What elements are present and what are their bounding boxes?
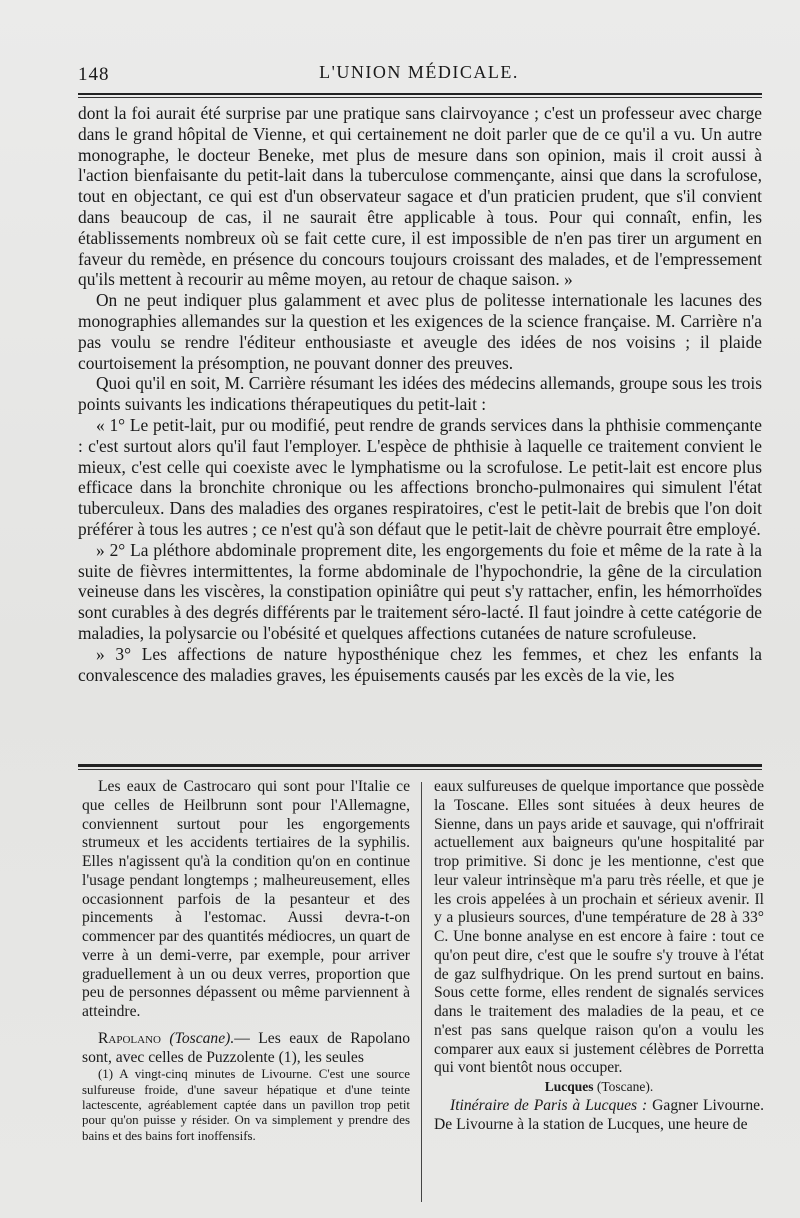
place-name: Rapolano bbox=[98, 1029, 161, 1047]
section-separator-rule bbox=[78, 764, 762, 770]
footnote: (1) A vingt-cinq minutes de Livourne. C'est une source sulfureuse froide, d'une saveur hépatique et d'une teinte lactescente, agréablement captée dans un pavillon trop petit pour qu'on puisse y résider. On va simplement y prendre des bains et des bains fort inoffensifs. bbox=[82, 1067, 410, 1143]
column-divider bbox=[421, 782, 422, 1202]
section-title: Lucques bbox=[544, 1079, 594, 1094]
paragraph: » 3° Les affections de nature hyposthénique chez les femmes, et chez les enfants la convalescence des maladies graves, les épuisements causés par les excès de la vie, les bbox=[78, 643, 762, 685]
itinerary-text: Gagner Livourne. De Livourne à la station de Lucques, une heure de bbox=[434, 1096, 764, 1133]
paragraph: « 1° Le petit-lait, pur ou modifié, peut rendre de grands services dans la phthisie commençante : c'est surtout alors qu'il faut l'employer. L'espèce de phthisie à laquelle ce traitement convient le mieux, c'est celle qui coexiste avec le lymphatisme ou la scrofulose. Le petit-lait est encore plus efficace dans la bronchite chronique ou les affections broncho-pulmonaires qui simulent l'état tuberculeux. Dans des maladies des organes respiratoires, c'est le petit-lait de brebis que l'on doit préférer à tous les autres ; ce n'est qu'à son défaut que le petit-lait de chèvre pourrait être employé. bbox=[78, 414, 762, 539]
paragraph-text: — Les eaux de Rapolano sont, avec celles de Puzzolente (1), les seules bbox=[82, 1029, 410, 1066]
running-title: L'UNION MÉDICALE. bbox=[319, 62, 519, 82]
main-body-text bbox=[78, 103, 762, 685]
itinerary-paragraph bbox=[434, 1097, 764, 1135]
place-region: (Toscane). bbox=[169, 1029, 235, 1047]
page-number: 148 bbox=[78, 64, 110, 85]
feuilleton-left-column bbox=[82, 778, 410, 1144]
paragraph: Les eaux de Castrocaro qui sont pour l'Italie ce que celles de Heilbrunn sont pour l'Allemagne, conviennent surtout pour les engorgements strumeux et les accidents tertiaires de la syphilis. Elles n'agissent qu'à la condition qu'on en continue l'usage pendant longtemps ; malheureusement, elles occasionnent parfois de la pesanteur et des pincements à l'estomac. Aussi devra-t-on commencer par des quantités médiocres, un quart de verre à un demi-verre, par exemple, pour arriver graduellement à un ou deux verres, proportion que peu de personnes dépassent ou même parviennent à atteindre. bbox=[82, 778, 410, 1020]
paragraph: On ne peut indiquer plus galamment et avec plus de politesse internationale les lacunes des monographies allemandes sur la question et les exigences de la science française. M. Carrière n'a pas voulu se rendre l'éditeur enthousiaste et aveugle des idées de nos voisins ; il plaide courtoisement la présomption, ne pouvant donner des preuves. bbox=[78, 290, 762, 373]
paragraph: » 2° La pléthore abdominale proprement dite, les engorgements du foie et même de la rate à la suite de fièvres intermittentes, la forme abdominale de l'hypochondrie, la gêne de la circulation veineuse dans les viscères, la constipation opiniâtre qui peut s'y rattacher, enfin, les hémorrhoïdes sont curables à des degrés différents par le traitement séro-lacté. Il faut joindre à cette catégorie de maladies, la polysarcie ou l'obésité et quelques affections cutanées de nature scrofuleuse. bbox=[78, 539, 762, 643]
paragraph: dont la foi aurait été surprise par une pratique sans clairvoyance ; c'est un professeur avec charge dans le grand hôpital de Vienne, et qui certainement ne doit parler que de ce qu'il a vu. Un autre monographe, le docteur Beneke, met plus de mesure dans son opinion, mais il croit aussi à l'action bienfaisante du petit-lait dans la tuberculose commençante, ainsi que dans la scrofulose, tout en objectant, ce qui est d'un observateur sagace et d'un praticien prudent, que s'il convient dans beaucoup de cas, il ne saurait être applicable à tous. Pour qui connaît, enfin, les établissements nombreux où se fait cette cure, il est impossible de n'en pas tirer un argument en faveur du remède, en présence du concours toujours croissant des malades, et de l'empressement qu'ils mettent à recourir au même moyen, au retour de chaque saison. » bbox=[78, 103, 762, 290]
feuilleton-right-column bbox=[434, 778, 764, 1134]
paragraph: eaux sulfureuses de quelque importance que possède la Toscane. Elles sont situées à deux heures de Sienne, dans un pays aride et sauvage, qui n'offrirait actuellement aux baigneurs qu'une hospitalité par trop primitive. Si donc je les mentionne, c'est que leur valeur intrinsèque m'a paru très réelle, et que je les crois appelées à un prochain et sérieux avenir. Il y a plusieurs sources, d'une température de 28 à 33° C. Une bonne analyse en est encore à faire : tout ce qu'on peut dire, c'est que le soufre s'y trouve à l'état de gaz sulfhydrique. On les prend surtout en bains. Sous cette forme, elles rendent de signalés services dans le traitement des maladies de la peau, et ce n'est pas sans quelque raison qu'on a voulu les comparer aux eaux si justement célèbres de Porretta qui vont bientôt nous occuper. bbox=[434, 778, 764, 1077]
page-header bbox=[78, 62, 760, 88]
section-region: (Toscane). bbox=[596, 1079, 654, 1094]
itinerary-label: Itinéraire de Paris à Lucques : bbox=[450, 1096, 648, 1114]
paragraph: Quoi qu'il en soit, M. Carrière résumant les idées des médecins allemands, groupe sous les trois points suivants les indications thérapeutiques du petit-lait : bbox=[78, 373, 762, 415]
section-heading bbox=[434, 1078, 764, 1097]
rapolano-paragraph bbox=[82, 1030, 410, 1068]
header-rule bbox=[78, 93, 762, 98]
